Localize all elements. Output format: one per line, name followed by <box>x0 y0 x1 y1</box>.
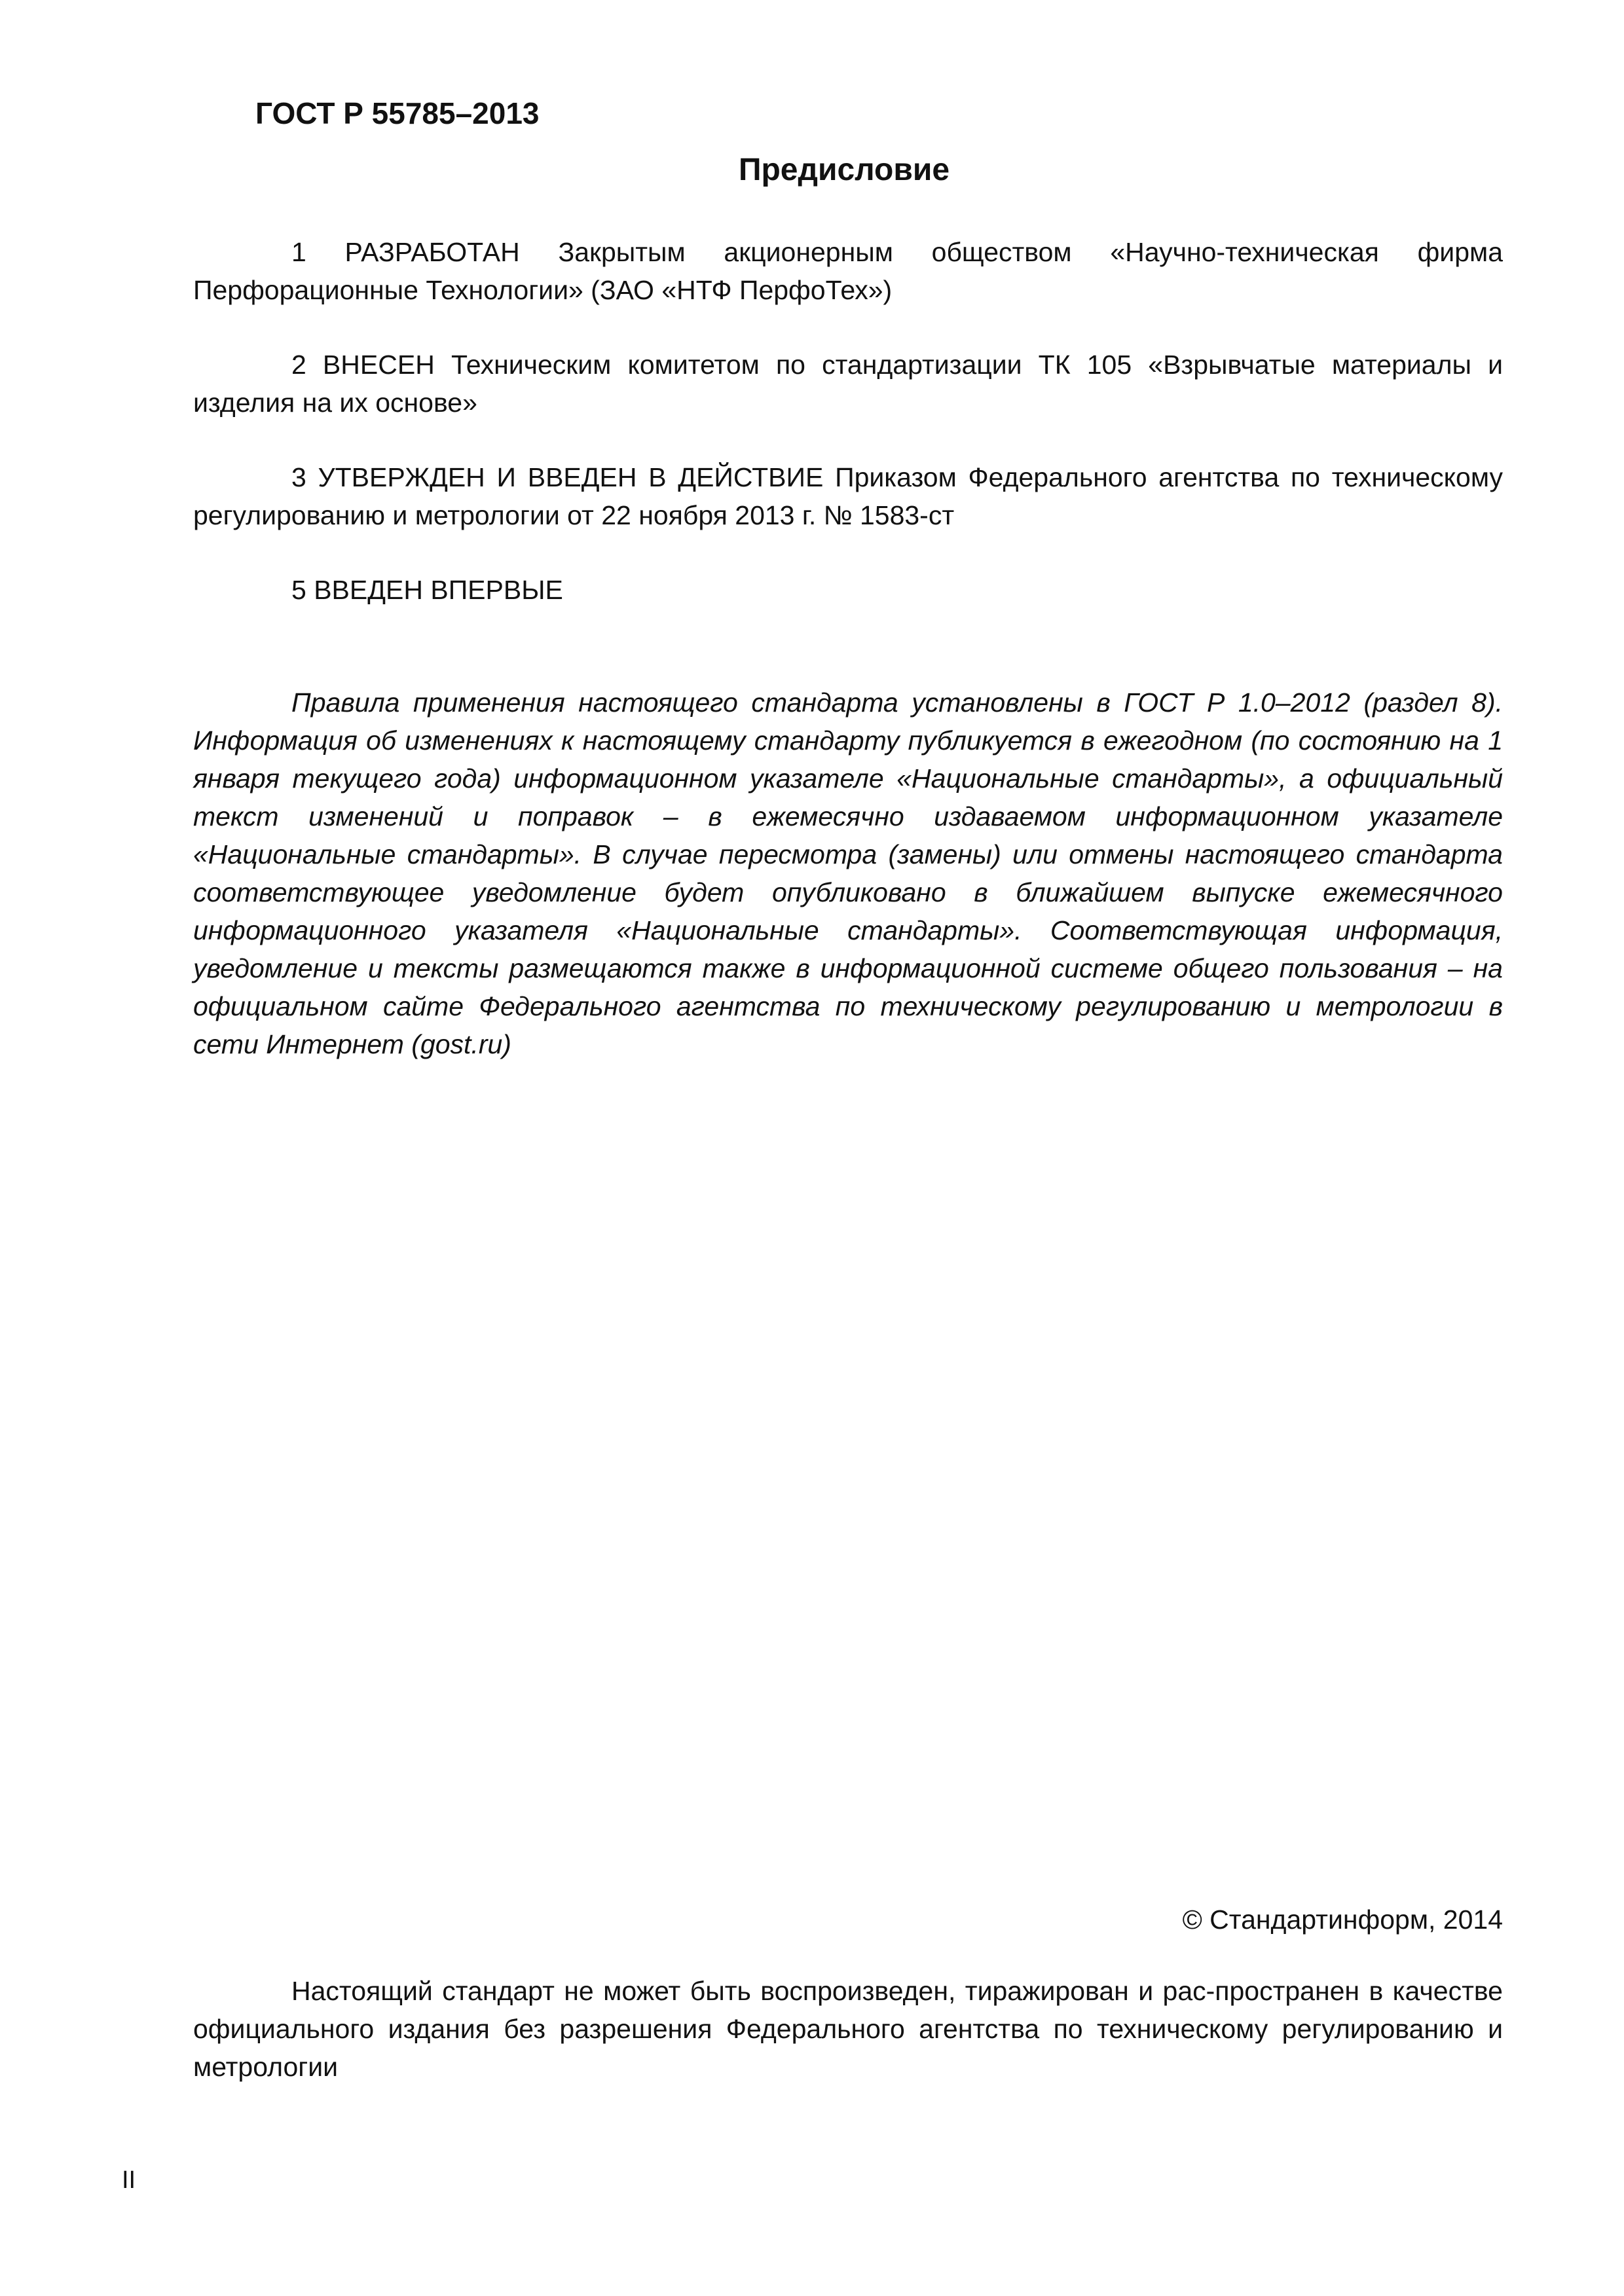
foreword-item-label: 5 ВВЕДЕН ВПЕРВЫЕ <box>291 575 563 605</box>
foreword-item-label: 2 ВНЕСЕН <box>291 350 435 380</box>
foreword-item-3 <box>193 458 1503 534</box>
document-code: ГОСТ Р 55785–2013 <box>255 96 540 130</box>
reproduction-notice: Настоящий стандарт не может быть воспроизведен, тиражирован и рас-пространен в качестве официального издания без разрешения Федерального агентства по техническому регулированию и метрологии <box>193 1976 1503 2082</box>
section-title: Предисловие <box>738 153 950 187</box>
foreword-item-label: 1 РАЗРАБОТАН <box>291 237 520 267</box>
foreword-item-1 <box>193 233 1503 309</box>
foreword-item-label: 3 УТВЕРЖДЕН И ВВЕДЕН В ДЕЙСТВИЕ <box>291 462 824 492</box>
foreword-item-text: Техническим комитетом по стандартизации ТК 105 «Взрывчатые материалы и изделия на их основе» <box>193 350 1504 418</box>
copyright-text: © Стандартинформ, 2014 <box>1182 1904 1503 1935</box>
foreword-item-text: Приказом Федерального агентства по техническому регулированию и метрологии от 22 ноября 2013 г. № 1583-ст <box>193 462 1503 530</box>
standard-application-notice: Правила применения настоящего стандарта установлены в ГОСТ Р 1.0–2012 (раздел 8). Информация об изменениях к настоящему стандарту публикуется в ежегодном (по состоянию на 1 января текущего года) информационном указателе «Национальные стандарты», а официальный текст изменений и поправок – в ежемесячно издаваемом информационном указателе «Национальные стандарты». В случае пересмотра (замены) или отмены настоящего стандарта соответствующее уведомление будет опубликовано в ближайшем выпуске ежемесячного информационного указателя «Национальные стандарты». Соответствующая информация, уведомление и тексты размещаются также в информационной системе общего пользования – на официальном сайте Федерального агентства по техническому регулированию и метрологии в сети Интернет (gost.ru) <box>193 687 1503 1059</box>
foreword-item-2 <box>193 346 1503 422</box>
foreword-item-5 <box>193 571 1503 609</box>
foreword-item-text: Закрытым акционерным обществом «Научно-техническая фирма Перфорационные Технологии» (ЗАО «НТФ ПерфоТех») <box>193 237 1503 305</box>
page-number: II <box>122 2166 136 2194</box>
